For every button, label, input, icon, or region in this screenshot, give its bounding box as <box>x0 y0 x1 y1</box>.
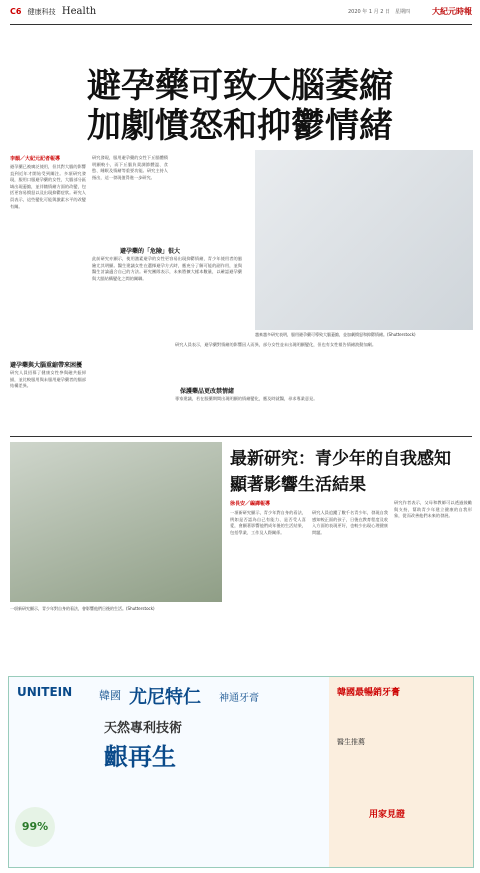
ad-title-kr: 韓國 <box>99 689 121 702</box>
headline-2b: 顯著影響生活結果 <box>230 475 366 495</box>
photo-caption: 越來越多研究表明，服用避孕藥可導致大腦萎縮，並加劇憤怒和抑鬱情緒。(Shutterstock) <box>255 332 416 337</box>
byline: 徐長安／編譯報導 <box>230 501 271 507</box>
article-column: 研究人員招募了健康女性參與磁共振掃描，並比較服用與未服用避孕藥者的腦部結構差異。 <box>10 370 86 389</box>
ad-title-sub: 神通牙膏 <box>219 693 259 704</box>
article-column: 研究發現，服用避孕藥的女性下丘腦體積明顯較小，而下丘腦負責調節體溫、食慾、睡眠及情緒等重要功能。研究主持人指出，這一發現值得進一步研究。 <box>92 155 168 180</box>
page-header <box>10 6 472 20</box>
header-rule <box>10 24 472 25</box>
article-column: 此前研究亦顯示，使用激素避孕的女性更容易出現抑鬱情緒，青少年使用者的風險尤其明顯。醫生建議女性在選擇避孕方式時，應充分了解可能的副作用，並與醫生討論適合自己的方法。研究團隊表示，未來將擴大樣本數量，以確認避孕藥與大腦結構變化之間的關聯。 <box>92 256 242 281</box>
article-column: 專家建議，若在服藥期間出現明顯的情緒變化，應及時就醫，尋求專業意見。 <box>175 396 318 401</box>
ad-brand: UNITEIN <box>17 685 73 699</box>
issue-date: 2020 年 1 月 2 日 星期四 <box>347 9 410 15</box>
section-name-en: Health <box>61 6 97 17</box>
ad-badge: 99% <box>15 807 55 847</box>
ad-right-title: 韓國最暢銷牙膏 <box>337 688 401 698</box>
newspaper-logo: 大紀元時報 <box>432 7 472 16</box>
section-name: 健康科技 <box>27 8 56 16</box>
ad-title: 尤尼特仁 <box>129 687 201 708</box>
ad-right-foot: 用家見證 <box>369 810 406 820</box>
article-column: 研究人員表示，避孕藥對情緒的影響因人而異，部分女性並未出現明顯變化，但也有女性報告情緒波動加劇。 <box>175 342 377 347</box>
article-column: 一項新研究顯示，青少年對自身的看法，例如是否認為自己有能力、是否受人喜愛，會顯著影響他們成年後的生活結果，包括學業、工作及人際關係。 <box>230 510 306 535</box>
ad-right-sub: 醫生推薦 <box>337 738 365 746</box>
advertisement[interactable] <box>8 676 474 868</box>
ad-tagline: 天然專利技術 <box>104 721 183 736</box>
section-divider <box>10 436 472 437</box>
woman-with-pill-photo <box>255 150 473 330</box>
subhead: 保護藥品更改禁情緒 <box>180 388 235 395</box>
subhead: 避孕藥的「危險」很大 <box>120 248 181 255</box>
teenagers-photo <box>10 442 222 602</box>
article-column: 避孕藥已被廣泛使用，但其對大腦的影響直到近年才開始受到關注。多項研究發現，服用口服避孕藥的女性，大腦部分區域出現萎縮，並伴隨情緒方面的改變，包括更容易憤怒以及出現抑鬱症狀。研究人員表示，這些變化可能與激素水平的改變有關。 <box>10 164 86 209</box>
byline: 李韻／大紀元記者報導 <box>10 156 61 162</box>
headline-1: 避孕藥可致大腦萎縮 <box>87 66 393 106</box>
headline-2: 最新研究：青少年的自我感知 <box>230 449 451 469</box>
ad-product: 齦再生 <box>104 742 176 771</box>
ad-right-panel <box>329 677 473 867</box>
article-column: 研究作者表示，父母和教師可以透過鼓勵與支持，幫助青少年建立健康的自我形象，從而改善他們未來的發展。 <box>394 500 472 519</box>
headline-1b: 加劇憤怒和抑鬱情緒 <box>87 106 393 146</box>
page-number: C6 <box>10 7 22 16</box>
subhead: 避孕藥與大腦重縮帶來困擾 <box>10 362 83 369</box>
article-column: 研究人員追蹤了數千名青少年，發現自我感知較正面的孩子，日後在教育程度及收入方面的表現更好，也較少出現心理健康問題。 <box>312 510 388 535</box>
photo-caption: 一項新研究顯示，青少年對自身的看法，會影響他們日後的生活。(Shutterstock) <box>10 606 155 611</box>
